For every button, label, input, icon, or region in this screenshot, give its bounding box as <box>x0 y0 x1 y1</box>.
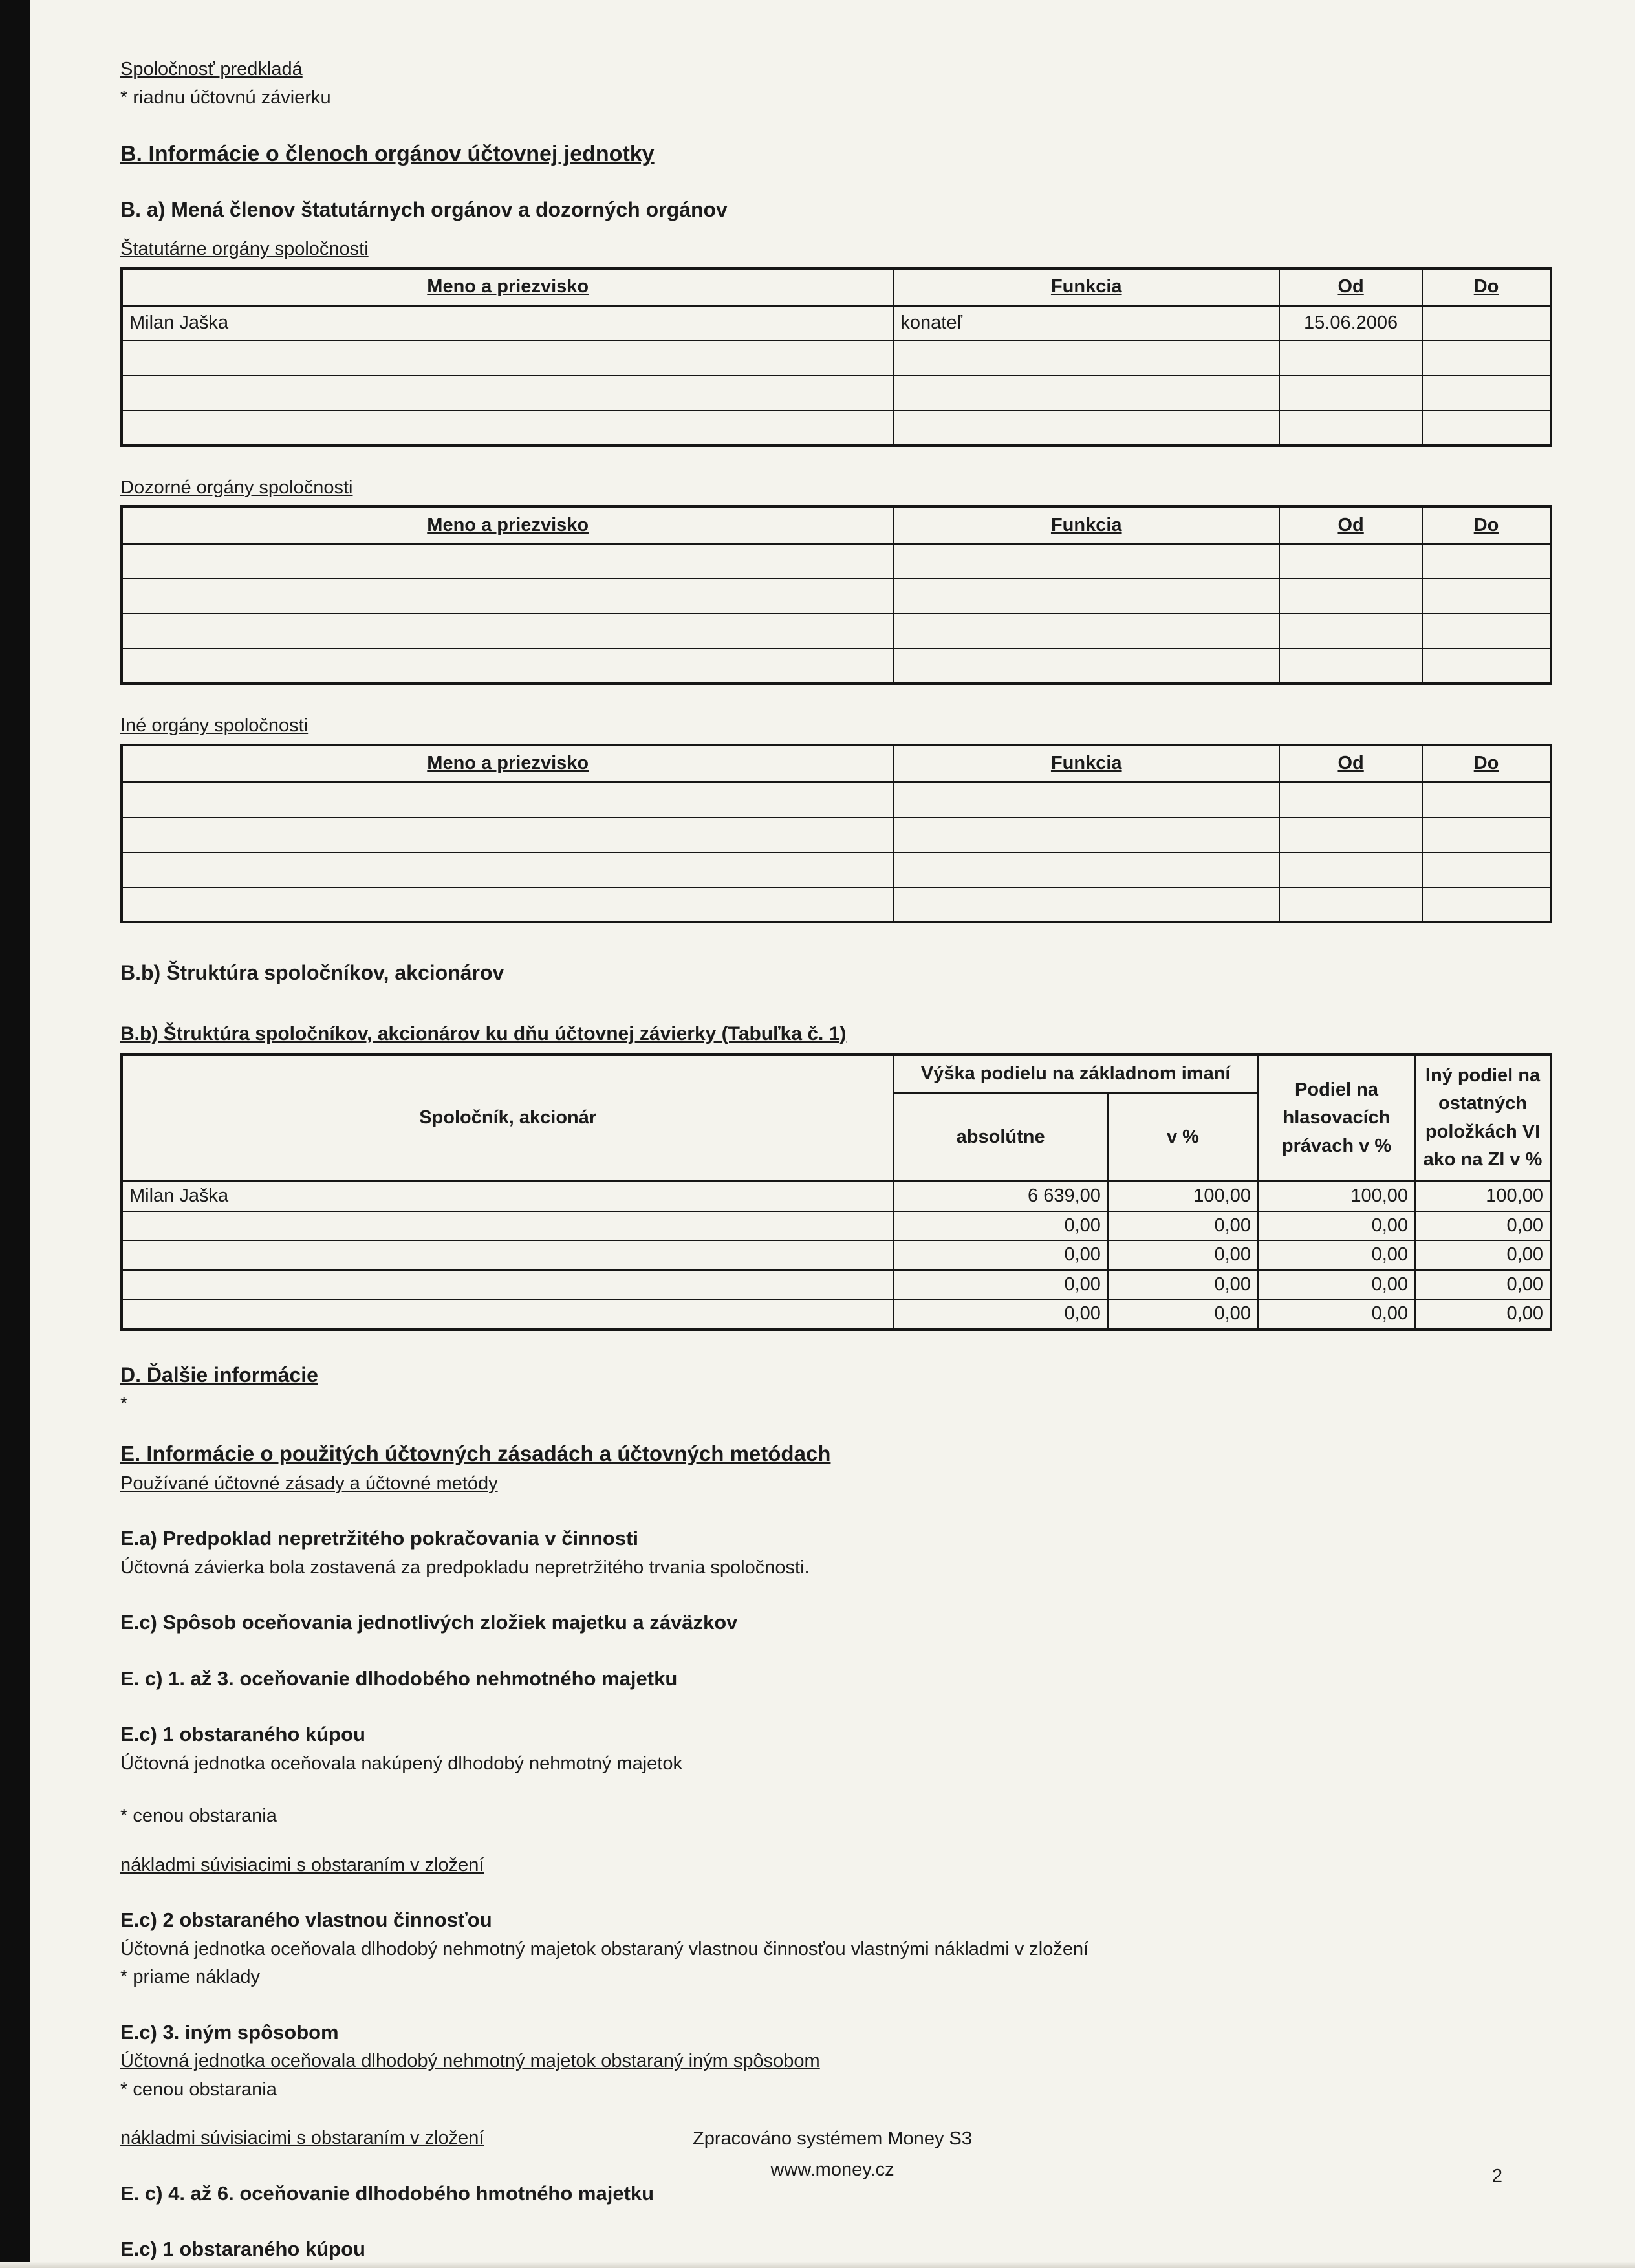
table-cell <box>1422 579 1551 614</box>
section-d-note: * <box>120 1393 128 1414</box>
footer-system-line: Zpracováno systémem Money S3 <box>693 2128 972 2149</box>
table-cell <box>1279 887 1422 922</box>
table-row <box>122 1299 1551 1330</box>
table-cell <box>122 579 893 614</box>
col-header-from: Od <box>1279 268 1422 306</box>
table-cell <box>1422 341 1551 376</box>
table-cell <box>893 544 1279 579</box>
statutory-bodies-table <box>120 267 1552 447</box>
intro-bullet: * riadnu účtovnú závierku <box>120 87 331 108</box>
table-body <box>122 544 1551 684</box>
table-cell <box>893 341 1279 376</box>
section-ec2-text: Účtovná jednotka oceňovala dlhodobý nehmotný majetok obstaraný vlastnou činnosťou vlastnými nákladmi v zložení <box>120 1938 1089 1960</box>
table-row <box>122 579 1551 614</box>
section-ec3-note: nákladmi súvisiacimi s obstaraním v zložení <box>120 2128 484 2148</box>
section-d-title: D. Ďalšie informácie <box>120 1363 318 1387</box>
section-ec-title: E.c) Spôsob oceňovania jednotlivých zložiek majetku a záväzkov <box>120 1611 738 1634</box>
section-e-title: E. Informácie o použitých účtovných zásadách a účtovných metódach <box>120 1442 831 1465</box>
table-row <box>122 341 1551 376</box>
table-cell <box>122 1299 893 1330</box>
table-body <box>122 783 1551 922</box>
table-cell: 0,00 <box>1108 1299 1258 1330</box>
table-cell: 0,00 <box>1415 1299 1551 1330</box>
table-cell: 100,00 <box>1415 1182 1551 1211</box>
table-cell: konateľ <box>893 306 1279 341</box>
supervisory-bodies-table <box>120 505 1552 685</box>
table-cell: 0,00 <box>1108 1211 1258 1241</box>
table-cell <box>893 817 1279 852</box>
table-cell <box>1279 341 1422 376</box>
table-cell <box>1279 614 1422 649</box>
col-header-function: Funkcia <box>893 506 1279 544</box>
other-bodies-table <box>120 744 1552 923</box>
table-cell <box>122 1240 893 1270</box>
table-cell <box>122 817 893 852</box>
table-row <box>122 376 1551 411</box>
table-header-row <box>122 268 1551 306</box>
table-cell <box>893 579 1279 614</box>
intro-title: Spoločnosť predkladá <box>120 59 303 80</box>
table-cell <box>122 341 893 376</box>
table-cell <box>1279 579 1422 614</box>
table-cell <box>893 887 1279 922</box>
table-cell <box>1279 852 1422 887</box>
table-cell: 0,00 <box>1415 1240 1551 1270</box>
table-row <box>122 1240 1551 1270</box>
table-cell <box>893 376 1279 411</box>
table-row <box>122 852 1551 887</box>
section-ec1-bullet: * cenou obstarania <box>120 1806 277 1826</box>
table-cell: 6 639,00 <box>893 1182 1108 1211</box>
table-cell <box>1422 306 1551 341</box>
table-cell <box>893 614 1279 649</box>
col-header-share-group: Výška podielu na základnom imaní <box>893 1055 1258 1094</box>
section-ec3-title: E.c) 3. iným spôsobom <box>120 2020 339 2044</box>
col-header-voting-rights: Podiel na hlasovacích právach v % <box>1258 1055 1415 1182</box>
table-cell: 0,00 <box>893 1240 1108 1270</box>
table-cell: 0,00 <box>1258 1211 1415 1241</box>
section-bb-title: B.b) Štruktúra spoločníkov, akcionárov <box>120 960 504 984</box>
table-cell <box>1422 614 1551 649</box>
col-header-name: Meno a priezvisko <box>122 268 893 306</box>
table-body <box>122 306 1551 446</box>
section-ec2-title: E.c) 2 obstaraného vlastnou činnosťou <box>120 1908 492 1931</box>
table-cell <box>122 1270 893 1300</box>
table-cell: 0,00 <box>1258 1240 1415 1270</box>
table-cell <box>1279 817 1422 852</box>
table-cell <box>122 614 893 649</box>
table-header-row <box>122 745 1551 783</box>
section-ea-title: E.a) Predpoklad nepretržitého pokračovania v činnosti <box>120 1527 639 1550</box>
document-page <box>30 0 1635 2268</box>
other-bodies-caption: Iné orgány spoločnosti <box>120 715 309 736</box>
section-b-title: B. Informácie o členoch orgánov účtovnej jednotky <box>120 142 655 166</box>
table-row <box>122 1211 1551 1241</box>
table-cell <box>122 1211 893 1241</box>
table-cell <box>122 887 893 922</box>
table-cell <box>1422 411 1551 446</box>
supervisory-bodies-caption: Dozorné orgány spoločnosti <box>120 477 353 498</box>
table-cell <box>893 852 1279 887</box>
table-cell <box>893 783 1279 817</box>
table-row <box>122 1270 1551 1300</box>
table-row <box>122 1182 1551 1211</box>
col-header-to: Do <box>1422 268 1551 306</box>
col-header-from: Od <box>1279 506 1422 544</box>
table-cell: 0,00 <box>893 1299 1108 1330</box>
table-cell <box>1422 817 1551 852</box>
scan-left-edge <box>0 0 30 2268</box>
table-cell <box>122 852 893 887</box>
col-header-function: Funkcia <box>893 268 1279 306</box>
table-cell <box>122 783 893 817</box>
col-header-percent: v % <box>1108 1094 1258 1182</box>
section-ec46-sub: E.c) 1 obstaraného kúpou <box>120 2238 365 2260</box>
table-cell <box>122 376 893 411</box>
table-cell: 0,00 <box>893 1211 1108 1241</box>
table-cell: 0,00 <box>1108 1240 1258 1270</box>
section-ec1-note: nákladmi súvisiacimi s obstaraním v zložení <box>120 1854 484 1875</box>
section-ba-subtitle: B. a) Mená členov štatutárnych orgánov a dozorných orgánov <box>120 198 728 221</box>
col-header-shareholder: Spoločník, akcionár <box>122 1055 893 1182</box>
table-cell <box>122 411 893 446</box>
table-cell <box>1422 649 1551 684</box>
table-cell <box>893 411 1279 446</box>
table-cell <box>1279 376 1422 411</box>
table-cell <box>122 544 893 579</box>
page-number: 2 <box>1491 2165 1502 2187</box>
table-cell <box>1422 852 1551 887</box>
col-header-function: Funkcia <box>893 745 1279 783</box>
table-row <box>122 544 1551 579</box>
section-ec46-title: E. c) 4. až 6. oceňovanie dlhodobého hmotného majetku <box>120 2181 655 2205</box>
section-e-subtitle: Používané účtovné zásady a účtovné metódy <box>120 1473 498 1494</box>
table-cell <box>122 649 893 684</box>
section-ec2-bullet: * priame náklady <box>120 1967 260 1987</box>
table-cell <box>893 649 1279 684</box>
footer-website: www.money.cz <box>770 2159 894 2180</box>
shareholders-table <box>120 1053 1552 1331</box>
table-cell <box>1279 544 1422 579</box>
section-ea-text: Účtovná závierka bola zostavená za predpokladu nepretržitého trvania spoločnosti. <box>120 1557 810 1578</box>
col-header-name: Meno a priezvisko <box>122 745 893 783</box>
table-cell: 0,00 <box>1108 1270 1258 1300</box>
statutory-bodies-caption: Štatutárne orgány spoločnosti <box>120 239 369 259</box>
table-row <box>122 306 1551 341</box>
section-ec1-title: E.c) 1 obstaraného kúpou <box>120 1723 365 1745</box>
table-cell: 15.06.2006 <box>1279 306 1422 341</box>
table-cell <box>1279 649 1422 684</box>
table-row <box>122 887 1551 922</box>
section-ec1-text: Účtovná jednotka oceňovala nakúpený dlhodobý nehmotný majetok <box>120 1753 682 1774</box>
col-header-absolute: absolútne <box>893 1094 1108 1182</box>
table-row <box>122 614 1551 649</box>
section-ec13-title: E. c) 1. až 3. oceňovanie dlhodobého nehmotného majetku <box>120 1667 678 1690</box>
shareholders-table-title: B.b) Štruktúra spoločníkov, akcionárov ku dňu účtovnej závierky (Tabuľka č. 1) <box>120 1022 847 1044</box>
table-cell: 0,00 <box>893 1270 1108 1300</box>
table-cell: 0,00 <box>1415 1211 1551 1241</box>
table-cell <box>1279 411 1422 446</box>
table-cell: 0,00 <box>1415 1270 1551 1300</box>
section-ec3-bullet: * cenou obstarania <box>120 2079 277 2100</box>
col-header-from: Od <box>1279 745 1422 783</box>
table-cell: Milan Jaška <box>122 1182 893 1211</box>
col-header-name: Meno a priezvisko <box>122 506 893 544</box>
col-header-to: Do <box>1422 506 1551 544</box>
table-cell <box>1422 544 1551 579</box>
col-header-other-share: Iný podiel na ostatných položkách VI ako na ZI v % <box>1415 1055 1551 1182</box>
section-ec3-text: Účtovná jednotka oceňovala dlhodobý nehmotný majetok obstaraný iným spôsobom <box>120 2051 820 2071</box>
table-cell: Milan Jaška <box>122 306 893 341</box>
table-cell <box>1422 783 1551 817</box>
table-row <box>122 817 1551 852</box>
table-header-row <box>122 1055 1551 1094</box>
footer <box>30 2123 1635 2185</box>
table-body <box>122 1182 1551 1330</box>
table-cell: 0,00 <box>1258 1299 1415 1330</box>
table-cell: 100,00 <box>1258 1182 1415 1211</box>
table-row <box>122 649 1551 684</box>
table-cell <box>1422 376 1551 411</box>
table-row <box>122 411 1551 446</box>
table-cell <box>1422 887 1551 922</box>
table-cell: 100,00 <box>1108 1182 1258 1211</box>
table-cell <box>1279 783 1422 817</box>
table-cell: 0,00 <box>1258 1270 1415 1300</box>
col-header-to: Do <box>1422 745 1551 783</box>
table-header-row <box>122 506 1551 544</box>
table-row <box>122 783 1551 817</box>
